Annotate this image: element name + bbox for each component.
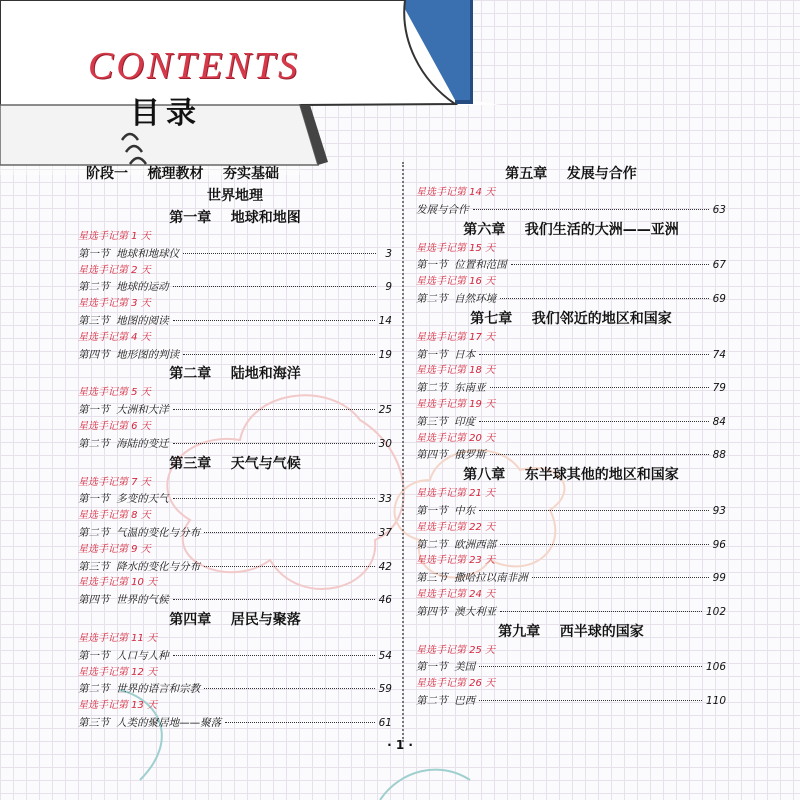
section-title: 第二节 海陆的变迁 bbox=[78, 437, 169, 450]
study-day-label: 星选手记第 8 天 bbox=[78, 510, 151, 522]
study-day-label: 星选手记第 22 天 bbox=[416, 521, 496, 533]
section-page-number: 59 bbox=[378, 683, 392, 696]
dot-leader bbox=[183, 354, 374, 355]
toc-entry[interactable] bbox=[78, 246, 392, 263]
study-day-label: 星选手记第 9 天 bbox=[78, 543, 151, 555]
section-page-number: 102 bbox=[705, 605, 726, 618]
toc-right-column bbox=[416, 163, 726, 710]
toc-entry[interactable] bbox=[416, 291, 726, 308]
section-title: 第二节 地球的运动 bbox=[78, 281, 169, 294]
study-day-label: 星选手记第 11 天 bbox=[78, 632, 158, 644]
study-day-label: 星选手记第 25 天 bbox=[416, 644, 496, 656]
toc-entry[interactable] bbox=[78, 681, 392, 698]
section-title: 第二节 世界的语言和宗教 bbox=[78, 683, 201, 696]
toc-entry[interactable] bbox=[416, 537, 726, 554]
chapter-heading: 第二章 陆地和海洋 bbox=[169, 366, 301, 383]
section-page-number: 74 bbox=[712, 348, 726, 361]
toc-left-column bbox=[78, 163, 392, 732]
section-page-number: 30 bbox=[378, 437, 392, 450]
dot-leader bbox=[173, 498, 375, 499]
toc-entry[interactable] bbox=[78, 402, 392, 419]
study-day-label: 星选手记第 20 天 bbox=[416, 432, 496, 444]
section-page-number: 37 bbox=[378, 526, 392, 539]
contents-heading: CONTENTS bbox=[88, 45, 300, 87]
dot-leader bbox=[173, 320, 375, 321]
study-day-label: 星选手记第 24 天 bbox=[416, 588, 496, 600]
page-number: · 1 · bbox=[387, 738, 413, 752]
chapter-heading: 第六章 我们生活的大洲——亚洲 bbox=[463, 221, 679, 238]
section-title: 第二节 自然环境 bbox=[416, 292, 497, 305]
dot-leader bbox=[500, 298, 708, 299]
chapter-heading: 第四章 居民与聚落 bbox=[169, 611, 301, 628]
part-heading: 世界地理 bbox=[207, 188, 263, 204]
dot-leader bbox=[173, 286, 376, 287]
section-page-number: 96 bbox=[712, 538, 726, 551]
study-day-label: 星选手记第 14 天 bbox=[416, 187, 496, 198]
study-day-label: 星选手记第 6 天 bbox=[78, 420, 151, 432]
section-title: 第四节 世界的气候 bbox=[78, 594, 169, 607]
study-day-label: 星选手记第 13 天 bbox=[78, 700, 158, 712]
chapter-heading: 第八章 东半球其他的地区和国家 bbox=[463, 467, 679, 484]
section-page-number: 14 bbox=[378, 314, 392, 327]
section-title: 第二节 气温的变化与分布 bbox=[78, 526, 201, 539]
section-title: 第三节 撒哈拉以南非洲 bbox=[416, 572, 528, 585]
study-day-label: 星选手记第 10 天 bbox=[78, 577, 158, 589]
dot-leader bbox=[532, 577, 709, 578]
section-page-number: 110 bbox=[705, 694, 726, 707]
section-page-number: 79 bbox=[712, 382, 726, 395]
toc-entry[interactable] bbox=[78, 313, 392, 330]
toc-entry[interactable] bbox=[416, 414, 726, 431]
section-title: 第二节 东南亚 bbox=[416, 382, 486, 395]
dot-leader bbox=[500, 611, 702, 612]
column-divider bbox=[402, 162, 404, 742]
toc-entry[interactable] bbox=[78, 525, 392, 542]
study-day-label: 星选手记第 26 天 bbox=[416, 678, 496, 690]
dot-leader bbox=[473, 209, 709, 210]
study-day-label: 星选手记第 19 天 bbox=[416, 398, 496, 410]
section-title: 第一节 地球和地球仪 bbox=[78, 247, 180, 260]
section-page-number: 106 bbox=[705, 661, 726, 674]
toc-entry[interactable] bbox=[416, 257, 726, 274]
mulu-heading: 目录 bbox=[130, 96, 202, 131]
dot-leader bbox=[479, 421, 708, 422]
section-page-number: 33 bbox=[378, 493, 392, 506]
study-day-label: 星选手记第 21 天 bbox=[416, 488, 496, 500]
chapter-heading: 第三章 天气与气候 bbox=[169, 455, 301, 472]
dot-leader bbox=[204, 566, 374, 567]
dot-leader bbox=[204, 532, 374, 533]
section-title: 第一节 大洲和大洋 bbox=[78, 404, 169, 417]
section-page-number: 46 bbox=[378, 594, 392, 607]
section-title: 第四节 俄罗斯 bbox=[416, 449, 486, 462]
chapter-heading: 第五章 发展与合作 bbox=[505, 166, 637, 182]
study-day-label: 星选手记第 7 天 bbox=[78, 476, 151, 488]
toc-entry[interactable] bbox=[416, 693, 726, 710]
toc-entry[interactable] bbox=[416, 503, 726, 520]
section-title: 第三节 印度 bbox=[416, 415, 476, 428]
dot-leader bbox=[479, 700, 702, 701]
dot-leader bbox=[479, 666, 702, 667]
toc-entry[interactable] bbox=[416, 659, 726, 676]
toc-entry[interactable] bbox=[416, 604, 726, 621]
section-title: 第一节 中东 bbox=[416, 504, 476, 517]
study-day-label: 星选手记第 1 天 bbox=[78, 231, 151, 242]
toc-entry[interactable] bbox=[78, 436, 392, 453]
section-page-number: 99 bbox=[712, 572, 726, 585]
section-title: 第一节 多变的天气 bbox=[78, 493, 169, 506]
section-page-number: 67 bbox=[712, 259, 726, 272]
section-title: 第三节 人类的聚居地——聚落 bbox=[78, 716, 222, 729]
toc-entry[interactable] bbox=[78, 592, 392, 609]
stage-heading: 阶段一 梳理教材 夯实基础 bbox=[86, 166, 279, 182]
section-title: 第一节 日本 bbox=[416, 348, 476, 361]
dot-leader bbox=[479, 510, 708, 511]
chapter-heading: 第七章 我们邻近的地区和国家 bbox=[470, 310, 672, 327]
dot-leader bbox=[225, 722, 374, 723]
section-page-number: 3 bbox=[385, 247, 392, 260]
dot-leader bbox=[490, 387, 709, 388]
toc-entry[interactable] bbox=[78, 279, 392, 296]
chapter-heading: 第一章 地球和地图 bbox=[169, 210, 301, 226]
section-title: 第三节 降水的变化与分布 bbox=[78, 560, 201, 573]
toc-entry[interactable] bbox=[78, 559, 392, 576]
dot-leader bbox=[511, 264, 709, 265]
study-day-label: 星选手记第 18 天 bbox=[416, 365, 496, 377]
section-title: 第一节 美国 bbox=[416, 661, 476, 674]
section-page-number: 69 bbox=[712, 292, 726, 305]
section-page-number: 42 bbox=[378, 560, 392, 573]
right-chapter-list bbox=[416, 163, 726, 710]
toc-entry[interactable] bbox=[78, 491, 392, 508]
section-title: 第一节 位置和范围 bbox=[416, 259, 507, 272]
toc-entry[interactable] bbox=[416, 380, 726, 397]
toc-entry[interactable] bbox=[416, 447, 726, 464]
study-day-label: 星选手记第 17 天 bbox=[416, 331, 496, 343]
section-title: 第一节 人口与人种 bbox=[78, 649, 169, 662]
dot-leader bbox=[173, 599, 375, 600]
section-page-number: 63 bbox=[712, 203, 726, 216]
section-title: 发展与合作 bbox=[416, 203, 469, 216]
study-day-label: 星选手记第 23 天 bbox=[416, 555, 496, 567]
toc-entry[interactable] bbox=[416, 570, 726, 587]
section-page-number: 54 bbox=[378, 649, 392, 662]
toc-entry[interactable] bbox=[416, 347, 726, 364]
dot-leader bbox=[479, 354, 708, 355]
toc-entry[interactable] bbox=[78, 347, 392, 364]
dot-leader bbox=[183, 253, 376, 254]
dot-leader bbox=[173, 443, 375, 444]
section-title: 第四节 澳大利亚 bbox=[416, 605, 497, 618]
study-day-label: 星选手记第 2 天 bbox=[78, 264, 151, 276]
chapter-heading: 第九章 西半球的国家 bbox=[498, 623, 644, 640]
dot-leader bbox=[204, 688, 374, 689]
section-page-number: 19 bbox=[378, 348, 392, 361]
section-page-number: 9 bbox=[385, 281, 392, 294]
dot-leader bbox=[500, 544, 708, 545]
study-day-label: 星选手记第 3 天 bbox=[78, 298, 151, 310]
section-title: 第二节 巴西 bbox=[416, 694, 476, 707]
study-day-label: 星选手记第 5 天 bbox=[78, 387, 151, 399]
dot-leader bbox=[173, 409, 375, 410]
dot-leader bbox=[490, 454, 709, 455]
study-day-label: 星选手记第 16 天 bbox=[416, 276, 496, 288]
section-page-number: 84 bbox=[712, 415, 726, 428]
left-chapter-list bbox=[78, 207, 392, 732]
study-day-label: 星选手记第 12 天 bbox=[78, 666, 158, 678]
section-page-number: 25 bbox=[378, 404, 392, 417]
toc-entry[interactable] bbox=[78, 715, 392, 732]
section-page-number: 93 bbox=[712, 504, 726, 517]
section-title: 第四节 地形图的判读 bbox=[78, 348, 180, 361]
study-day-label: 星选手记第 15 天 bbox=[416, 242, 496, 254]
toc-entry[interactable] bbox=[78, 648, 392, 665]
section-page-number: 61 bbox=[378, 716, 392, 729]
section-title: 第三节 地图的阅读 bbox=[78, 314, 169, 327]
toc-entry[interactable] bbox=[416, 202, 726, 219]
section-title: 第二节 欧洲西部 bbox=[416, 538, 497, 551]
section-page-number: 88 bbox=[712, 449, 726, 462]
study-day-label: 星选手记第 4 天 bbox=[78, 331, 151, 343]
dot-leader bbox=[173, 655, 375, 656]
